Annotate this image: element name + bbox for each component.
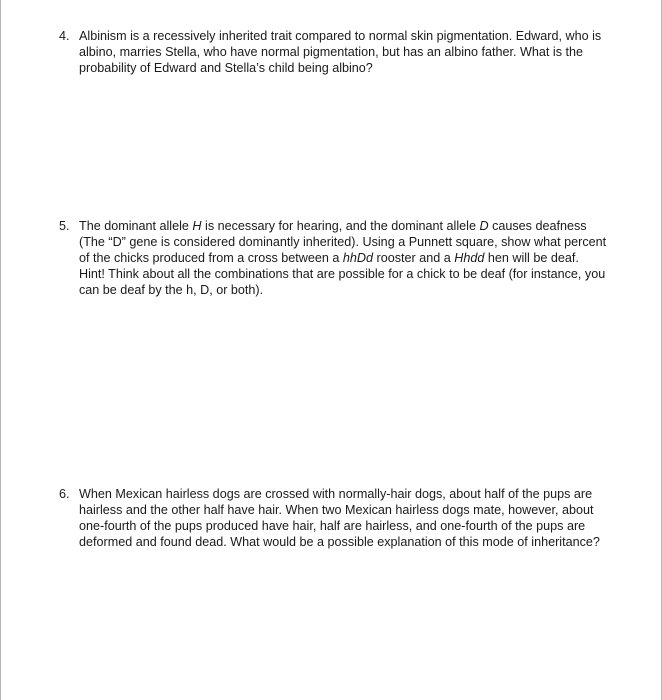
question-line: When Mexican hairless dogs are crossed with normally-hair dogs, about half of the pups are <box>79 487 593 501</box>
question-text <box>79 28 631 76</box>
question-number: 4. <box>59 29 70 43</box>
question-line: probability of Edward and Stella’s child being albino? <box>79 61 373 75</box>
question-number: 6. <box>59 487 70 501</box>
question-line: can be deaf by the h, D, or both). <box>79 283 264 297</box>
question-line: deformed and found dead. What would be a possible explanation of this mode of inheritance? <box>79 535 600 549</box>
question-line: Hint! Think about all the combinations that are possible for a chick to be deaf (for instance, you <box>79 267 606 281</box>
question-line: hairless and the other half have hair. When two Mexican hairless dogs mate, however, about <box>79 503 594 517</box>
question-line: Albinism is a recessively inherited trait compared to normal skin pigmentation. Edward, who is <box>79 29 602 43</box>
question-line: one-fourth of the pups produced have hair, half are hairless, and one-fourth of the pups are <box>79 519 586 533</box>
question-line: (The “D” gene is considered dominantly inherited). Using a Punnett square, show what percent <box>79 235 607 249</box>
question-text <box>79 218 631 298</box>
question-line: The dominant allele H is necessary for hearing, and the dominant allele D causes deafness <box>79 219 587 233</box>
question-text <box>79 486 631 550</box>
question-line: albino, marries Stella, who have normal pigmentation, but has an albino father. What is the <box>79 45 584 59</box>
question-line: of the chicks produced from a cross between a hhDd rooster and a Hhdd hen will be deaf. <box>79 251 579 265</box>
question-number: 5. <box>59 219 70 233</box>
